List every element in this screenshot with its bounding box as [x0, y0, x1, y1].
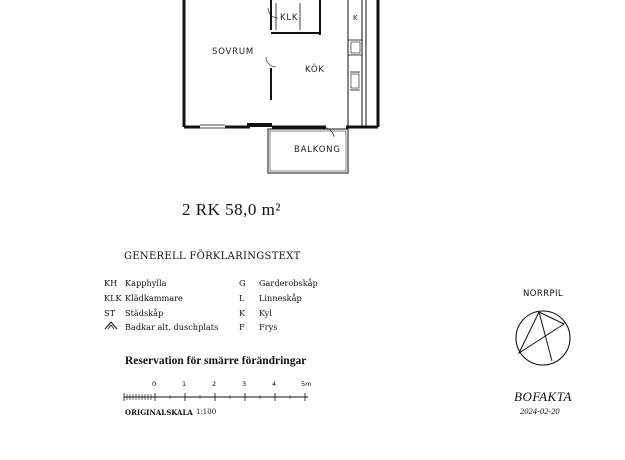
brand-name: BOFAKTA: [514, 389, 572, 404]
room-label-balkong: BALKONG: [294, 145, 341, 155]
floor-plan: [0, 0, 625, 185]
legend-code: ST: [104, 308, 116, 318]
legend-text: Städskåp: [125, 308, 164, 318]
scale-ratio: 1:100: [196, 408, 217, 416]
legend-code: KLK: [104, 293, 122, 303]
legend-code: G: [239, 278, 246, 288]
scale-tick-label: 5m: [301, 380, 312, 388]
legend-code: F: [239, 322, 245, 332]
legend-text: Kyl: [259, 308, 272, 318]
legend-code: K: [239, 308, 246, 318]
svg-text:K: K: [353, 14, 358, 22]
scale-tick-label: 1: [182, 380, 187, 388]
scale-tick-label: 3: [242, 380, 247, 388]
legend-code: KH: [104, 278, 118, 288]
scale-label: ORIGINALSKALA: [125, 408, 193, 417]
legend-code: L: [239, 293, 245, 303]
brand-date: 2024-02-20: [520, 406, 560, 416]
scale-tick-label: 4: [272, 380, 277, 388]
legend-text: Badkar alt. duschplats: [125, 322, 219, 332]
scale-tick-label: 0: [152, 380, 157, 388]
room-label-kok: KÖK: [305, 65, 325, 75]
room-label-klk: KLK: [280, 13, 299, 23]
shower-icon: [104, 320, 118, 330]
room-label-sovrum: SOVRUM: [212, 47, 255, 57]
legend-text: Kapphylla: [125, 278, 167, 288]
legend-title: GENERELL FÖRKLARINGSTEXT: [124, 251, 301, 262]
legend-text: Garderobskåp: [259, 278, 318, 288]
scale-tick-label: 2: [212, 380, 217, 388]
north-arrow-icon: [512, 307, 574, 369]
reservation-note: Reservation för smärre förändringar: [125, 355, 307, 367]
north-label: NORRPIL: [523, 289, 564, 299]
legend-text: Frys: [259, 322, 278, 332]
area-text: 2 RK 58,0 m²: [182, 200, 281, 219]
scale-bar: [120, 386, 320, 406]
legend-text: Klädkammare: [125, 293, 183, 303]
legend-text: Linneskåp: [259, 293, 302, 303]
